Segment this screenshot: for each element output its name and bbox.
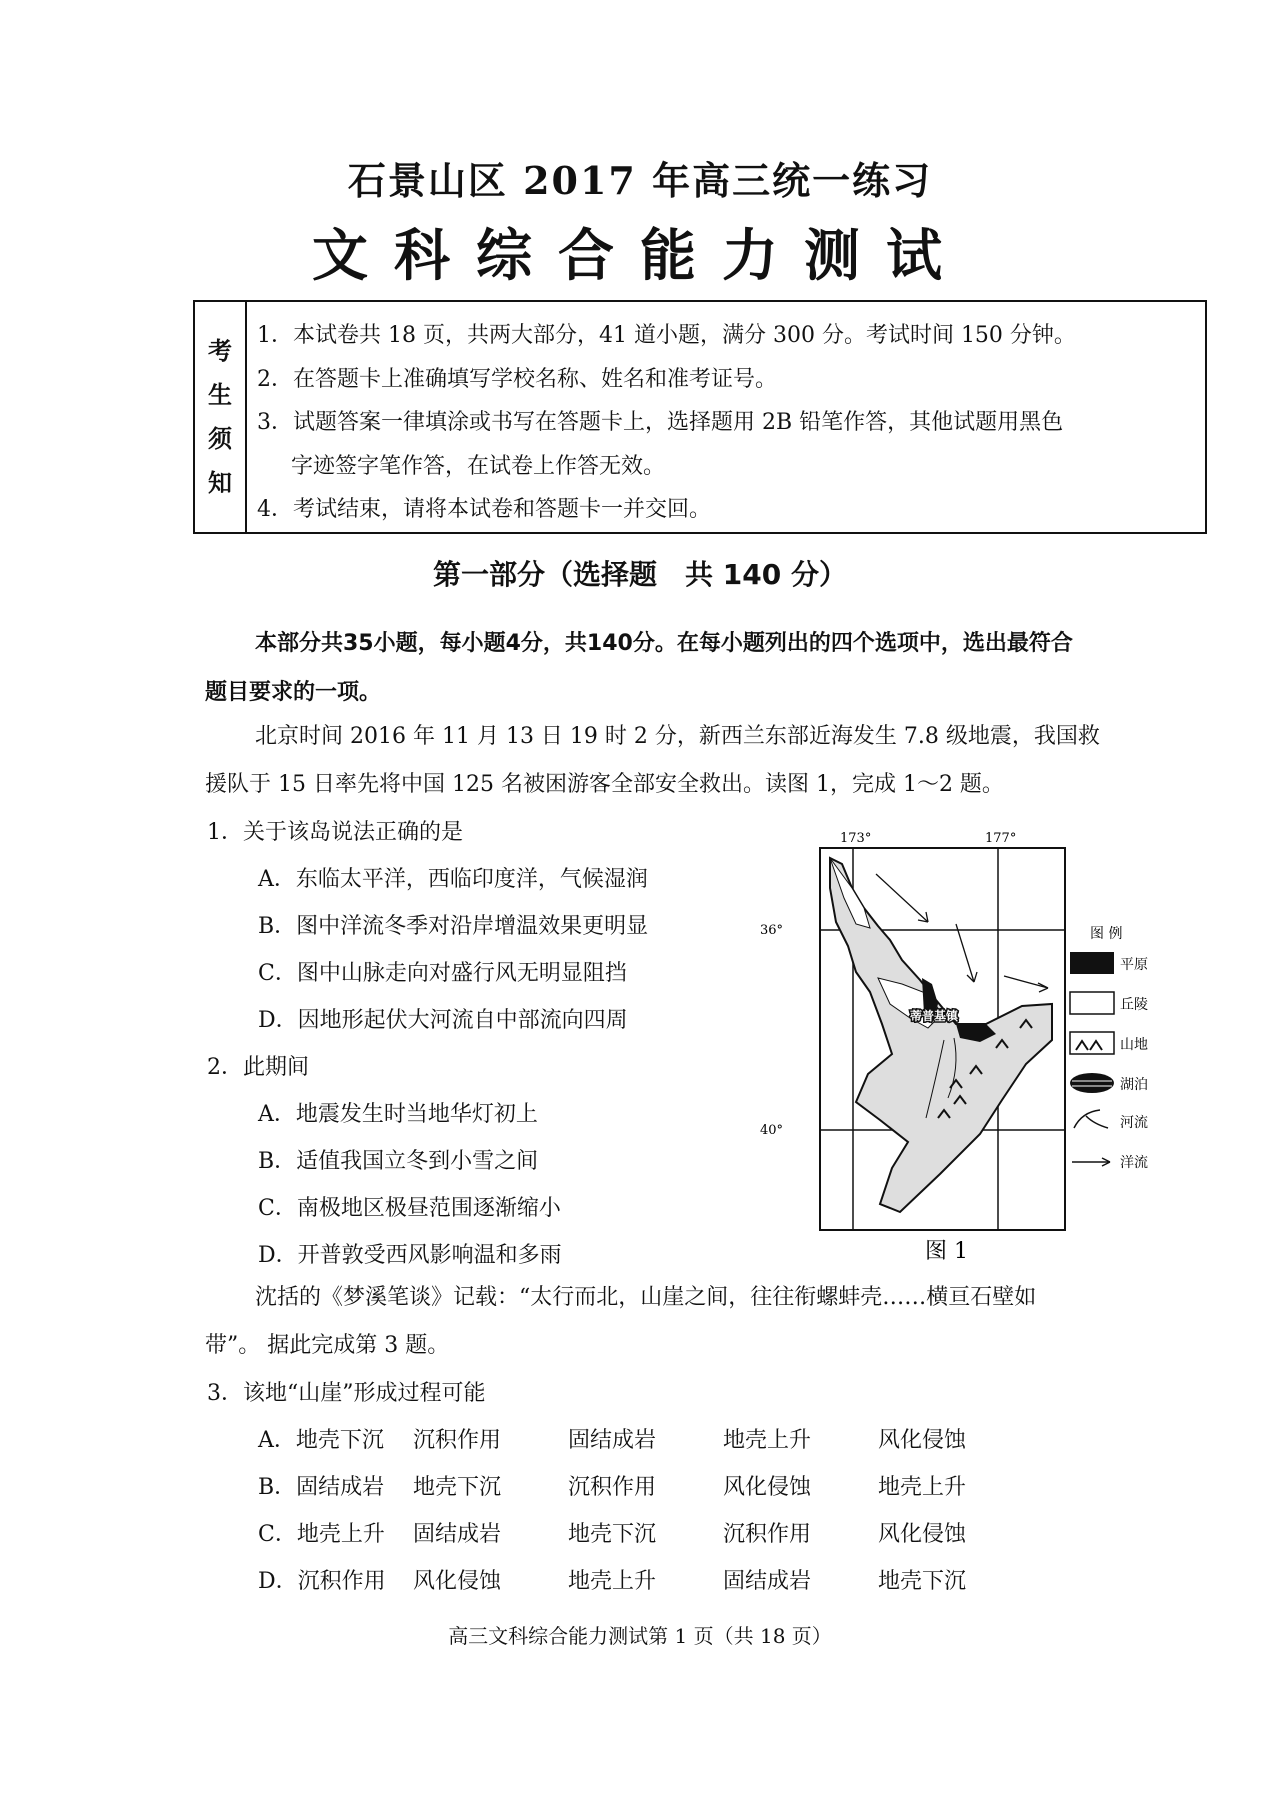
question-3-options [258,1417,1033,1605]
city-label: 蒂普基镇 [910,1009,959,1023]
notice-label-char: 生 [208,381,232,409]
notice-box [193,300,1207,534]
question-2-option-b: B．适值我国立冬到小雪之间 [258,1149,539,1174]
notice-item: 3．试题答案一律填涂或书写在答题卡上，选择题用 2B 铅笔作答，其他试题用黑色 [257,410,1064,435]
legend-hill-label: 丘陵 [1120,997,1148,1013]
question-1-option-c: C．图中山脉走向对盛行风无明显阻挡 [258,961,627,986]
passage-2-cont: 带”。 据此完成第 3 题。 [205,1333,450,1358]
option-step: 风化侵蚀 [878,1428,967,1453]
legend-plain-label: 平原 [1120,957,1148,973]
exam-subtitle: 文科综合能力测试 [312,224,968,289]
question-3-stem: 3．该地“山崖”形成过程可能 [207,1381,486,1406]
legend-lake-symbol [1070,1073,1114,1093]
legend-river-symbol [1074,1110,1108,1128]
figure-caption: 图 1 [925,1239,968,1264]
exam-title: 石景山区 2017 年高三统一练习 [347,158,933,203]
section-instruction-cont: 题目要求的一项。 [205,680,382,705]
legend-plain-symbol [1070,952,1114,974]
option-step: 沉积作用 [568,1475,657,1500]
option-step: 风化侵蚀 [413,1569,502,1594]
question-1-option-b: B．图中洋流冬季对沿岸增温效果更明显 [258,914,649,939]
notice-items [257,314,1197,532]
section-instruction: 本部分共35小题，每小题4分，共140分。在每小题列出的四个选项中，选出最符合 [255,631,1073,656]
option-step: 地壳下沉 [878,1569,967,1594]
option-step: C．地壳上升 [258,1522,385,1547]
notice-item: 1．本试卷共 18 页，共两大部分，41 道小题，满分 300 分。考试时间 150 分钟。 [257,323,1076,348]
option-step: D．沉积作用 [258,1569,386,1594]
option-step: 沉积作用 [413,1428,502,1453]
notice-item-continuation: 字迹签字笔作答，在试卷上作答无效。 [291,453,666,479]
legend-title: 图 例 [1090,926,1123,942]
question-2-option-d: D．开普敦受西风影响温和多雨 [258,1243,562,1268]
legend-mountain-symbol [1070,1032,1114,1054]
figure-1-map [760,828,1220,1268]
notice-label-char: 知 [208,469,232,497]
notice-item: 4．考试结束，请将本试卷和答题卡一并交回。 [257,497,711,522]
latitude-label: 36° [760,923,784,938]
passage-1: 北京时间 2016 年 11 月 13 日 19 时 2 分，新西兰东部近海发生 7.8 级地震，我国救 [255,724,1100,749]
legend-lake-label: 湖泊 [1120,1077,1148,1093]
option-step: 风化侵蚀 [878,1522,967,1547]
question-1-option-d: D．因地形起伏大河流自中部流向四周 [258,1008,628,1033]
notice-label-char: 考 [208,337,232,365]
passage-1-cont: 援队于 15 日率先将中国 125 名被困游客全部安全救出。读图 1，完成 1～2 题。 [205,772,1004,797]
question-1-stem: 1．关于该岛说法正确的是 [207,820,463,845]
passage-2: 沈括的《梦溪笔谈》记载：“太行而北，山崖之间，往往衔螺蚌壳……横亘石壁如 [255,1285,1037,1310]
legend-current-label: 洋流 [1120,1155,1148,1171]
longitude-label: 177° [985,831,1017,846]
nz-map-svg [760,828,1220,1268]
question-3-option-row [258,1511,1033,1558]
question-3-option-row [258,1417,1033,1464]
notice-label [195,302,247,532]
option-step: 固结成岩 [413,1522,502,1547]
option-step: 地壳下沉 [413,1475,502,1500]
option-step: 地壳上升 [878,1475,967,1500]
question-2-option-c: C．南极地区极昼范围逐渐缩小 [258,1196,561,1221]
question-2-option-a: A．地震发生时当地华灯初上 [258,1102,538,1127]
latitude-label: 40° [760,1123,784,1138]
legend-hill-symbol [1070,992,1114,1014]
section-title: 第一部分（选择题 共 140 分） [433,558,847,591]
longitude-label: 173° [840,831,872,846]
question-1-option-a: A．东临太平洋，西临印度洋，气候湿润 [258,867,648,892]
option-step: 地壳上升 [723,1428,812,1453]
notice-label-char: 须 [208,425,232,453]
notice-item: 2．在答题卡上准确填写学校名称、姓名和准考证号。 [257,366,777,392]
option-step: 风化侵蚀 [723,1475,812,1500]
legend-river-label: 河流 [1120,1115,1148,1131]
option-step: 固结成岩 [568,1428,657,1453]
option-step: 沉积作用 [723,1522,812,1547]
question-2-stem: 2．此期间 [207,1055,309,1080]
page-footer: 高三文科综合能力测试第 1 页（共 18 页） [448,1624,832,1648]
legend-mountain-label: 山地 [1120,1037,1148,1053]
option-step: 地壳上升 [568,1569,657,1594]
option-step: 地壳下沉 [568,1522,657,1547]
option-step: 固结成岩 [723,1569,812,1594]
question-3-option-row [258,1558,1033,1605]
question-3-option-row [258,1464,1033,1511]
option-step: B．固结成岩 [258,1475,385,1500]
option-step: A．地壳下沉 [258,1428,384,1453]
